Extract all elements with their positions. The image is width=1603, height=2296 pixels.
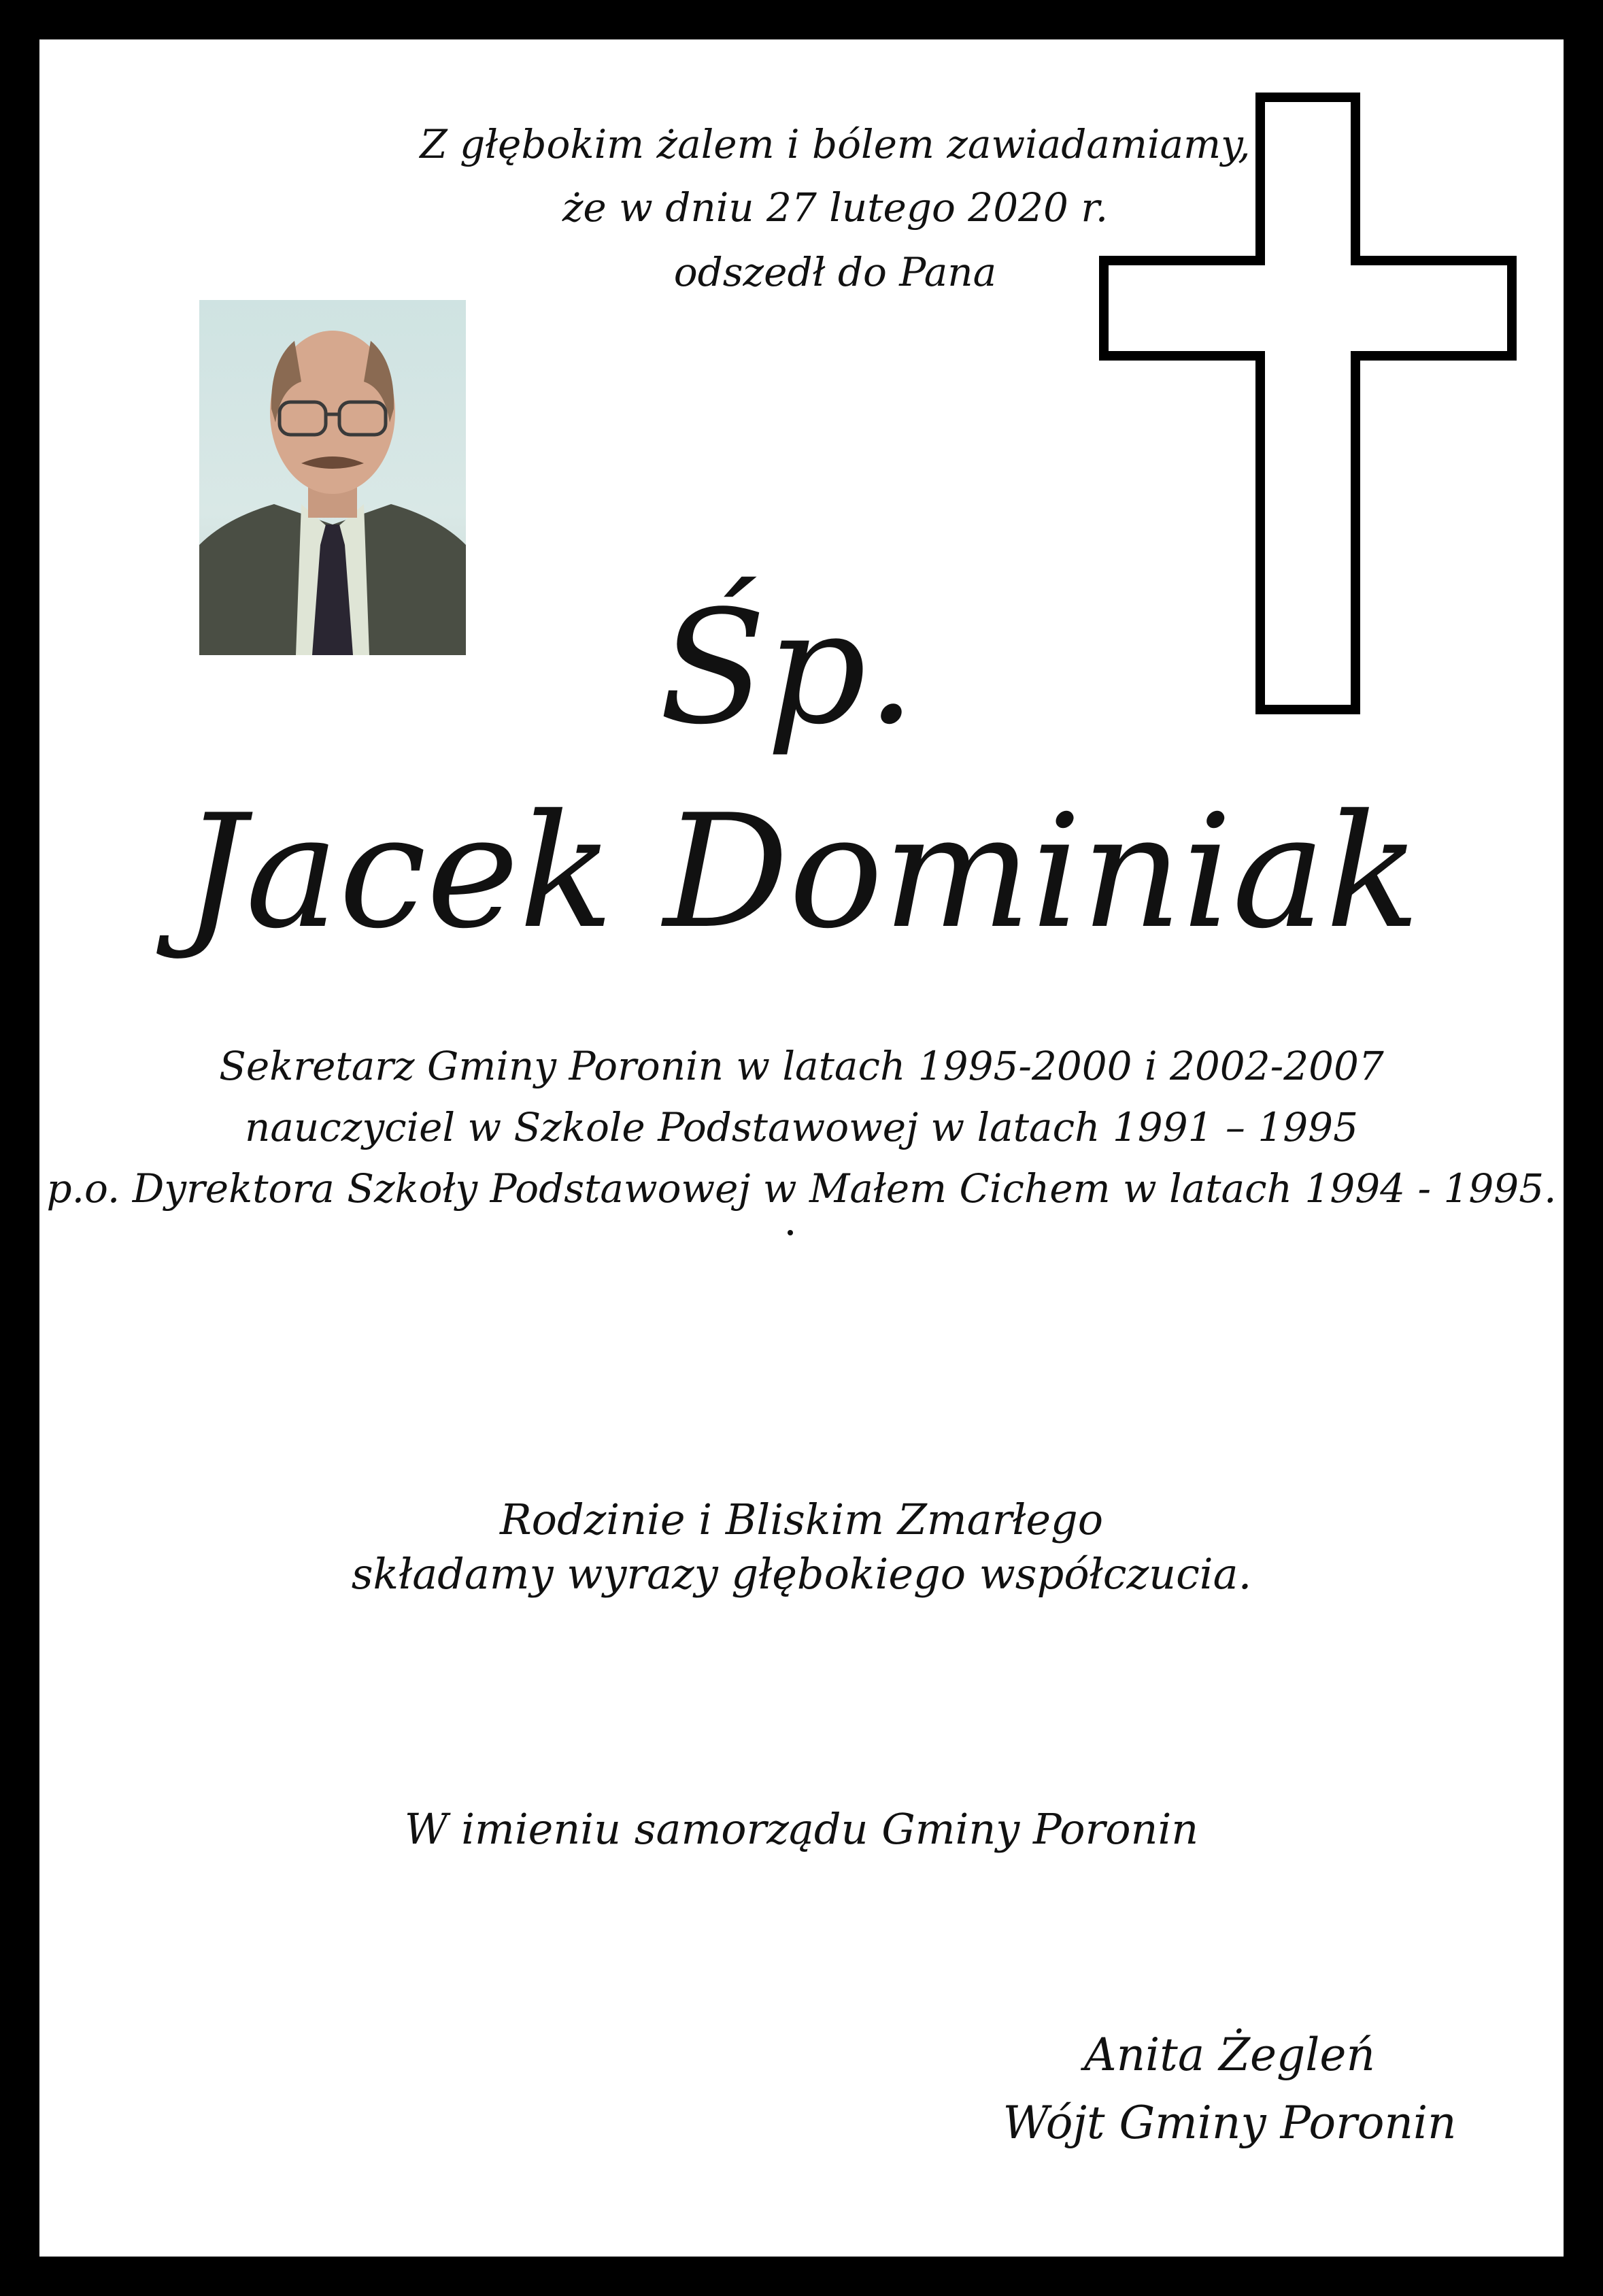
intro-line-1: Z głębokim żalem i bólem zawiadamiamy,	[420, 121, 1251, 167]
signatory-name: Anita Żegleń	[1084, 2029, 1375, 2081]
role-line-3: p.o. Dyrektora Szkoły Podstawowej w Małem Cichem w latach 1994 - 1995.	[46, 1165, 1557, 1212]
condolence-line-1: Rodzinie i Bliskim Zmarłego	[499, 1495, 1104, 1544]
deceased-name: Jacek Dominiak	[182, 782, 1421, 963]
role-line-1: Sekretarz Gminy Poronin w latach 1995-2000 i 2002-2007	[219, 1043, 1384, 1089]
signatory-title: Wójt Gminy Poronin	[1002, 2097, 1457, 2149]
intro-line-3: odszedł do Pana	[673, 249, 997, 295]
stray-dot	[788, 1230, 793, 1235]
portrait-photo	[199, 300, 466, 655]
on-behalf-line: W imieniu samorządu Gminy Poronin	[404, 1804, 1199, 1854]
portrait-illustration	[199, 300, 466, 655]
honorific: Śp.	[659, 578, 916, 759]
obituary-page	[39, 39, 1564, 2257]
condolence-line-2: składamy wyrazy głębokiego współczucia.	[351, 1549, 1252, 1599]
intro-line-2: że w dniu 27 lutego 2020 r.	[562, 184, 1109, 231]
cross-icon	[1094, 87, 1522, 720]
role-line-2: nauczyciel w Szkole Podstawowej w latach 1991 – 1995	[245, 1104, 1358, 1150]
